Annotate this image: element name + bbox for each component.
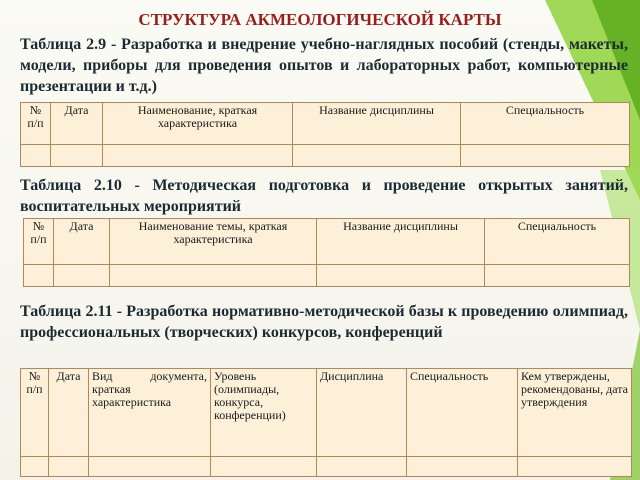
column-header: Наименование, краткая характеристика	[103, 103, 293, 145]
table-cell[interactable]	[110, 265, 317, 287]
table-row	[24, 265, 630, 287]
column-header: № п/п	[21, 103, 51, 145]
column-header: Специальность	[461, 103, 630, 145]
column-header: Специальность	[485, 219, 630, 265]
column-header: Кем утверждены, рекомендованы, дата утверждения	[518, 369, 632, 457]
table-caption: Таблица 2.11 - Разработка нормативно-методической базы к проведению олимпиад, профессиональных (творческих) конкурсов, конференций	[20, 303, 628, 341]
column-header: Название дисциплины	[293, 103, 461, 145]
table-row	[21, 145, 630, 167]
column-header: Дата	[54, 219, 110, 265]
table-row	[21, 457, 632, 477]
table-cell[interactable]	[21, 457, 49, 477]
table-cell[interactable]	[518, 457, 632, 477]
table-cell[interactable]	[24, 265, 54, 287]
table-cell[interactable]	[54, 265, 110, 287]
table-cell[interactable]	[461, 145, 630, 167]
slide-title: СТРУКТУРА АКМЕОЛОГИЧЕСКОЙ КАРТЫ	[138, 10, 502, 29]
column-header: Дата	[51, 103, 103, 145]
table-cell[interactable]	[211, 457, 317, 477]
column-header: Дата	[49, 369, 89, 457]
column-header: № п/п	[24, 219, 54, 265]
table-cell[interactable]	[317, 457, 407, 477]
table-cell[interactable]	[89, 457, 211, 477]
table-cell[interactable]	[407, 457, 518, 477]
table-2-11	[20, 368, 632, 477]
table-2-10	[23, 218, 630, 287]
table-cell[interactable]	[293, 145, 461, 167]
column-header: Дисциплина	[317, 369, 407, 457]
column-header: Наименование темы, краткая характеристика	[110, 219, 317, 265]
table-cell[interactable]	[49, 457, 89, 477]
table-cell[interactable]	[103, 145, 293, 167]
table-2-9	[20, 102, 630, 167]
column-header: Название дисциплины	[317, 219, 485, 265]
column-header: Вид документа, краткая характеристика	[89, 369, 211, 457]
table-cell[interactable]	[51, 145, 103, 167]
table-cell[interactable]	[485, 265, 630, 287]
table-caption: Таблица 2.10 - Методическая подготовка и проведение открытых занятий, воспитательных мероприятий	[20, 177, 628, 215]
table-cell[interactable]	[21, 145, 51, 167]
table-caption: Таблица 2.9 - Разработка и внедрение учебно-наглядных пособий (стенды, макеты, модели, приборы для проведения опытов и лабораторных работ, компьютерные презентации и т.д.)	[20, 36, 628, 95]
column-header: Уровень (олимпиады, конкурса, конференции)	[211, 369, 317, 457]
table-cell[interactable]	[317, 265, 485, 287]
column-header: № п/п	[21, 369, 49, 457]
column-header: Специальность	[407, 369, 518, 457]
